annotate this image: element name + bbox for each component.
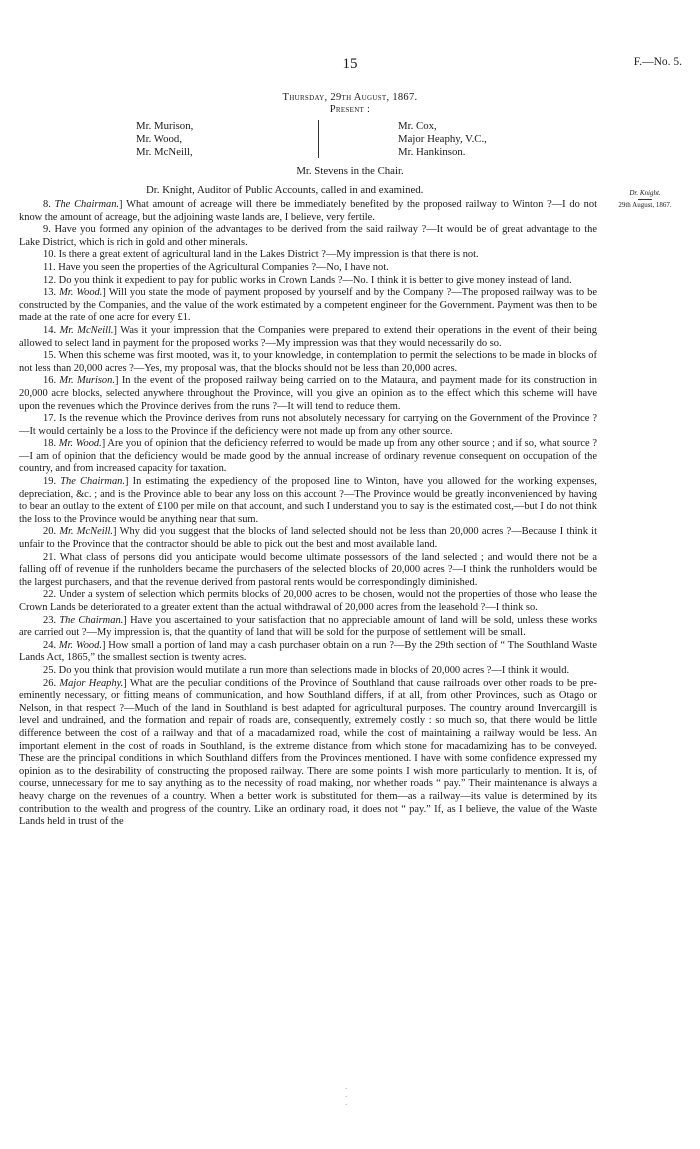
speaker-name: The Chairman.	[54, 199, 120, 210]
paragraph-text: ] What amount of acreage will there be immediately benefited by the proposed railway to Winton ?—I do not know the amount of acreage, but the adjoining waste lands are, I believe, very fertile.	[19, 199, 598, 223]
question-number: 10.	[43, 249, 59, 261]
members-left	[136, 120, 193, 159]
margin-rule	[638, 199, 652, 200]
speaker-name: Mr. Wood.	[58, 438, 102, 450]
question-number: 23.	[43, 614, 60, 626]
question-number: 17.	[43, 413, 59, 425]
question-number: 15.	[43, 350, 59, 362]
question-number: 16.	[43, 375, 60, 387]
question-paragraph	[19, 199, 597, 224]
speaker-name: The Chairman.	[59, 614, 124, 626]
member-name: Mr. Murison,	[136, 120, 194, 132]
question-paragraph	[19, 640, 597, 665]
question-number: 22.	[43, 589, 59, 601]
question-number: 26.	[43, 677, 60, 689]
paragraph-text: ] Was it your impression that the Companies were prepared to extend their operations in the event of their being allowed to select land in payment for the proposed works ?—My impression was that they would necessarily do so.	[19, 324, 597, 349]
paragraph-text: Do you think that provision would mutilate a run more than selections made in blocks of 20,000 acres ?—I think it would.	[58, 664, 570, 676]
speaker-name: Major Heaphy.	[59, 677, 124, 689]
paragraph-text: Do you think it expedient to pay for public works in Crown Lands ?—No. I think it is better to give money instead of land.	[58, 274, 572, 286]
question-paragraph	[19, 413, 597, 438]
speaker-name: Mr. McNeill.	[59, 526, 114, 538]
members-right	[398, 120, 487, 159]
question-paragraph	[19, 665, 597, 678]
present-label: Present :	[329, 104, 371, 115]
question-number: 12.	[43, 274, 59, 286]
paragraph-text: ] In the event of the proposed railway being carried on to the Mataura, and payment made for its construction in 20,000 acre blocks, selected anywhere throughout the Province, will you give an opinion as to the effect which this scheme will have upon the revenues which the Province derives from the runs ?—It will tend to reduce them.	[19, 375, 597, 412]
speaker-name: The Chairman.	[60, 476, 125, 488]
paragraph-text: Have you formed any opinion of the advantages to be derived from the said railway ?—It would be of great advantage to the Lake District, which is rich in gold and other minerals.	[19, 224, 598, 248]
member-name: Mr. Hankinson.	[398, 146, 466, 158]
question-number: 18.	[43, 438, 59, 450]
margin-witness-name: Dr. Knight.	[629, 189, 661, 197]
question-paragraph	[19, 325, 597, 350]
chair-line: Mr. Stevens in the Chair.	[296, 165, 404, 177]
question-number: 14.	[43, 324, 60, 336]
margin-date: 29th August, 1867.	[618, 201, 672, 209]
question-number: 8.	[43, 199, 55, 210]
body-text	[19, 199, 597, 829]
question-number: 20.	[43, 526, 60, 538]
question-paragraph	[19, 678, 597, 829]
members-divider	[318, 120, 319, 158]
question-number: 25.	[43, 664, 59, 676]
question-paragraph	[19, 287, 597, 325]
speaker-name: Mr. Wood.	[58, 639, 102, 651]
question-paragraph	[19, 526, 597, 551]
question-paragraph	[19, 350, 597, 375]
question-paragraph	[19, 615, 597, 640]
question-paragraph	[19, 438, 597, 476]
paragraph-text: Under a system of selection which permits blocks of 20,000 acres to be chosen, would not the properties of those who lease the Crown Lands be deteriorated to a greater extent than the actual withdrawal of 20,000 acres from the leasehold ?—I think so.	[19, 589, 597, 613]
document-reference: F.—No. 5.	[633, 56, 682, 68]
speaker-name: Mr. McNeill.	[59, 324, 114, 336]
paragraph-text: When this scheme was first mooted, was it, to your knowledge, in contemplation to permit the selections to be made in blocks of not less than 20,000 acres ?—Yes, my proposal was, that the blocks should not be less than 20,000 acres.	[19, 350, 597, 374]
paragraph-text: ] Why did you suggest that the blocks of land selected should not be less than 20,000 acres ?—Because I think it unfair to the Province that the contractor should be able to pick out the best and most available land.	[19, 526, 597, 551]
margin-note	[609, 189, 681, 210]
question-number: 24.	[43, 639, 59, 651]
speaker-name: Mr. Murison.	[59, 375, 115, 387]
question-number: 11.	[43, 261, 59, 273]
member-name: Mr. Wood,	[136, 133, 183, 145]
question-paragraph	[19, 375, 597, 413]
bottom-dots: · · ·	[345, 1085, 348, 1109]
question-paragraph	[19, 589, 597, 614]
session-date: Thursday, 29th August, 1867.	[282, 92, 418, 103]
paragraph-text: ] Have you ascertained to your satisfaction that no appreciable amount of land will be sold, unless these works are carried out ?—My impression is, that the quantity of land that will be sold for the purpose of settlement will be small.	[19, 614, 598, 639]
question-paragraph	[19, 552, 597, 590]
paragraph-text: Have you seen the properties of the Agricultural Companies ?—No, I have not.	[58, 261, 389, 273]
member-name: Major Heaphy, V.C.,	[398, 133, 487, 145]
paragraph-text: Is there a great extent of agricultural land in the Lakes District ?—My impression is that there is not.	[58, 249, 479, 261]
paragraph-text: ] How small a portion of land may a cash purchaser obtain on a run ?—By the 29th section of “ The Southland Waste Lands Act, 1865,” the smallest section is twenty acres.	[19, 639, 597, 664]
paragraph-text: ] Will you state the mode of payment proposed by yourself and by the Company ?—The proposed railway was to be constructed by the Companies, and the value of the work estimated by a competent engineer for the Government. Payment was then to be made at the rate of one acre for every £1.	[19, 287, 598, 324]
speaker-name: Mr. Wood.	[59, 287, 103, 299]
question-paragraph	[19, 249, 597, 262]
member-name: Mr. Cox,	[398, 120, 437, 132]
member-name: Mr. McNeill,	[136, 146, 193, 158]
question-number: 19.	[43, 476, 61, 488]
witness-line: Dr. Knight, Auditor of Public Accounts, called in and examined.	[146, 184, 424, 196]
paragraph-text: ] In estimating the expediency of the proposed line to Winton, have you allowed for the working expenses, depreciation, &c. ; and is the Province able to bear any loss on this account ?—The Province would be greatly inconvenienced by having to bear an outlay to the extent of £100 per mile on that account, and such I understand you to say is the estimated cost,—but I do not think the loss to the Province would be anything near that sum.	[19, 476, 597, 525]
page-number: 15	[342, 56, 358, 72]
paragraph-text: Is the revenue which the Province derives from runs not absolutely necessary for carrying on the Government of the Province ?—It would certainly be a loss to the Province if the deficiency were not made up from any other source.	[19, 413, 597, 437]
question-paragraph	[19, 476, 597, 526]
question-paragraph	[19, 275, 597, 288]
question-number: 21.	[43, 551, 60, 563]
question-number: 9.	[43, 224, 55, 236]
question-paragraph	[19, 224, 597, 249]
paragraph-text: ] What are the peculiar conditions of the Province of Southland that cause railroads over other roads to be pre-eminently necessary, or fitting means of communication, and how Southland differs, if at all, from other Provinces, such as Otago or Nelson, in that respect ?—Much of the land in Southland is best adapted for agricultural purposes. The country around Invercargill is level and undrained, and the formation and repair of roads are, consequently, extremely costly : so much so, that there would be little difference between the cost of a railway and that of a macadamized road, while the cost of maintaining a railway would be less. An important element in the cost of roads in Southland, is the extreme distance from which stone for macadamizing has to be conveyed. These are the principal conditions in which Southland differs from the Provinces mentioned. I have with some confidence expressed my opinion as to the desirability of constructing the proposed railway. There are some points I wish more particularly to mention. It is, of course, unnecessary for me to say anything as to the necessity of road making, nor whether roads “ pay.” Their maintenance is always a heavy charge on the revenues of a country. When a better work is substituted for them—as a railway—its value is determined by its contribution to the wealth and progress of the country. Like an ordinary road, it does not “ pay.” If, as I believe, the value of the Waste Lands held in trust of the	[19, 677, 598, 828]
paragraph-text: ] Are you of opinion that the deficiency referred to would be made up from any other source ; and if so, what source ?—I am of opinion that the deficiency would be made good by the annual increase of ordinary revenue consequent on occupation of the country, and from increased capacity for taxation.	[19, 438, 597, 475]
question-number: 13.	[43, 287, 60, 299]
paragraph-text: What class of persons did you anticipate would become ultimate possessors of the land selected ; and would there not be a falling off of revenue if the runholders became the purchasers of the selected blocks of 20,000 acres ?—I think the runholders would be the largest purchasers, and that the revenue derived from pastoral rents would be correspondingly diminished.	[19, 551, 597, 588]
question-paragraph	[19, 262, 597, 275]
